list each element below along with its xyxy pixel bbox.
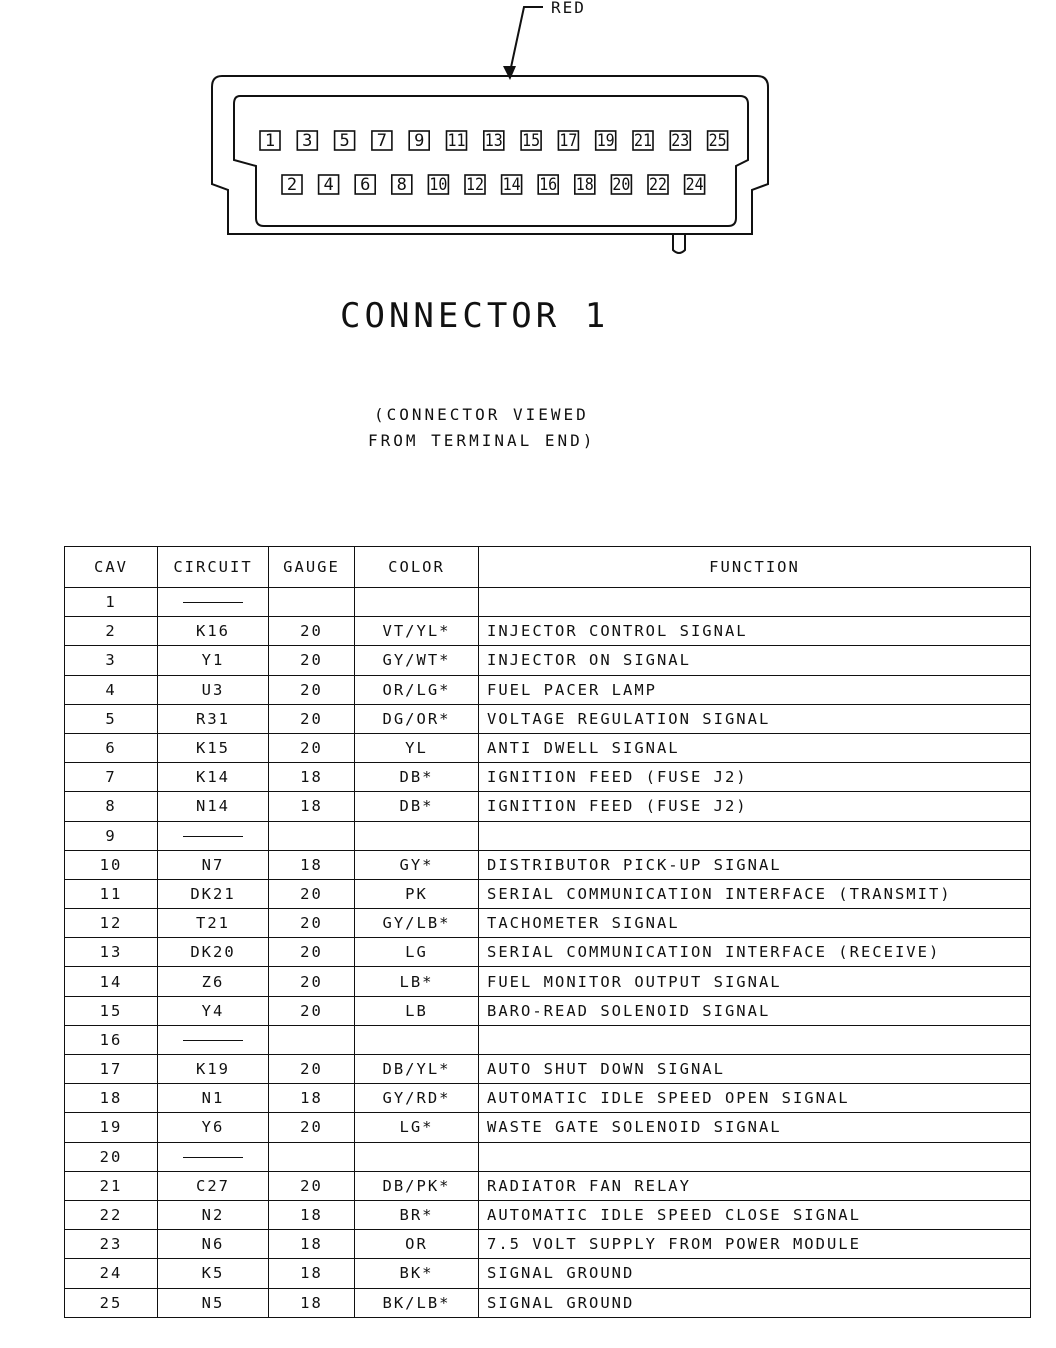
unused-dash <box>183 1157 243 1158</box>
cell-circuit: Z6 <box>158 967 269 996</box>
cell-circuit: K16 <box>158 617 269 646</box>
cell-function: AUTOMATIC IDLE SPEED OPEN SIGNAL <box>479 1084 1031 1113</box>
cell-cav: 1 <box>65 588 158 617</box>
cell-function: AUTOMATIC IDLE SPEED CLOSE SIGNAL <box>479 1200 1031 1229</box>
cell-color: LB* <box>355 967 479 996</box>
cell-cav: 6 <box>65 733 158 762</box>
cell-function: FUEL MONITOR OUTPUT SIGNAL <box>479 967 1031 996</box>
cell-gauge <box>269 588 355 617</box>
cell-function: INJECTOR CONTROL SIGNAL <box>479 617 1031 646</box>
cell-color: OR <box>355 1230 479 1259</box>
cell-circuit: K5 <box>158 1259 269 1288</box>
cell-cav: 15 <box>65 996 158 1025</box>
cell-circuit: N5 <box>158 1288 269 1317</box>
cell-cav: 5 <box>65 704 158 733</box>
red-marker-leader <box>510 7 543 72</box>
header-color: COLOR <box>355 547 479 588</box>
pin-2: 2 <box>286 175 298 195</box>
cell-color: GY/RD* <box>355 1084 479 1113</box>
table-row <box>65 909 1031 938</box>
cell-gauge: 20 <box>269 967 355 996</box>
cell-color <box>355 1142 479 1171</box>
cell-color: DB/PK* <box>355 1171 479 1200</box>
connector-diagram <box>0 0 1056 290</box>
cell-function: VOLTAGE REGULATION SIGNAL <box>479 704 1031 733</box>
cell-circuit: DK21 <box>158 879 269 908</box>
cell-color: GY/LB* <box>355 909 479 938</box>
cell-function: ANTI DWELL SIGNAL <box>479 733 1031 762</box>
pin-15: 15 <box>522 131 541 151</box>
cell-gauge: 18 <box>269 1200 355 1229</box>
header-gauge: GAUGE <box>269 547 355 588</box>
cell-cav: 12 <box>65 909 158 938</box>
cell-circuit: DK20 <box>158 938 269 967</box>
cell-cav: 14 <box>65 967 158 996</box>
pin-7: 7 <box>376 131 388 151</box>
red-marker-arrow <box>503 66 516 80</box>
cell-function: 7.5 VOLT SUPPLY FROM POWER MODULE <box>479 1230 1031 1259</box>
cell-circuit: R31 <box>158 704 269 733</box>
cell-gauge: 18 <box>269 1230 355 1259</box>
pin-6: 6 <box>360 175 371 195</box>
cell-color <box>355 1025 479 1054</box>
cell-function: DISTRIBUTOR PICK-UP SIGNAL <box>479 850 1031 879</box>
cell-color: YL <box>355 733 479 762</box>
cell-color <box>355 821 479 850</box>
pin-20: 20 <box>612 175 631 195</box>
cell-color: GY/WT* <box>355 646 479 675</box>
cell-function: IGNITION FEED (FUSE J2) <box>479 763 1031 792</box>
pin-23: 23 <box>671 131 690 151</box>
cell-cav: 17 <box>65 1055 158 1084</box>
table-row <box>65 588 1031 617</box>
cell-cav: 24 <box>65 1259 158 1288</box>
cell-gauge: 20 <box>269 938 355 967</box>
top-row-pins <box>260 131 728 151</box>
cell-circuit: N6 <box>158 1230 269 1259</box>
cell-function: FUEL PACER LAMP <box>479 675 1031 704</box>
connector-title: CONNECTOR 1 <box>340 296 610 336</box>
table-row <box>65 646 1031 675</box>
cell-gauge: 20 <box>269 617 355 646</box>
cell-color: LG <box>355 938 479 967</box>
cell-gauge <box>269 1025 355 1054</box>
cell-color <box>355 588 479 617</box>
table-row <box>65 1055 1031 1084</box>
cell-cav: 13 <box>65 938 158 967</box>
cell-gauge: 20 <box>269 646 355 675</box>
table-row <box>65 1171 1031 1200</box>
view-note <box>368 402 608 454</box>
cell-color: GY* <box>355 850 479 879</box>
cell-gauge: 20 <box>269 1171 355 1200</box>
cell-gauge: 20 <box>269 1113 355 1142</box>
cell-circuit: U3 <box>158 675 269 704</box>
cell-circuit <box>158 1142 269 1171</box>
table-row <box>65 821 1031 850</box>
cell-cav: 4 <box>65 675 158 704</box>
header-cav: CAV <box>65 547 158 588</box>
cell-cav: 22 <box>65 1200 158 1229</box>
cell-gauge: 18 <box>269 763 355 792</box>
cavity-table <box>64 546 1031 1318</box>
cell-function: SIGNAL GROUND <box>479 1288 1031 1317</box>
pin-18: 18 <box>575 175 594 195</box>
unused-dash <box>183 602 243 603</box>
cell-circuit <box>158 821 269 850</box>
cell-function: TACHOMETER SIGNAL <box>479 909 1031 938</box>
table-row <box>65 1025 1031 1054</box>
cell-circuit: N14 <box>158 792 269 821</box>
cell-gauge: 20 <box>269 879 355 908</box>
pin-25: 25 <box>708 131 727 151</box>
pin-21: 21 <box>634 131 652 151</box>
cell-circuit: T21 <box>158 909 269 938</box>
cell-gauge: 20 <box>269 996 355 1025</box>
cell-function: INJECTOR ON SIGNAL <box>479 646 1031 675</box>
view-note-line-1: (CONNECTOR VIEWED <box>374 405 589 424</box>
unused-dash <box>183 836 243 837</box>
table-row <box>65 879 1031 908</box>
unused-dash <box>183 1040 243 1041</box>
cell-gauge: 20 <box>269 704 355 733</box>
pin-10: 10 <box>429 175 448 195</box>
pin-11: 11 <box>447 131 466 151</box>
pin-8: 8 <box>396 175 407 195</box>
table-row <box>65 1259 1031 1288</box>
pin-19: 19 <box>596 131 615 151</box>
cell-gauge: 20 <box>269 1055 355 1084</box>
table-row <box>65 1288 1031 1317</box>
cell-function: SERIAL COMMUNICATION INTERFACE (RECEIVE) <box>479 938 1031 967</box>
cell-color: LG* <box>355 1113 479 1142</box>
cell-function <box>479 1025 1031 1054</box>
cell-cav: 16 <box>65 1025 158 1054</box>
table-row <box>65 763 1031 792</box>
cell-circuit: K15 <box>158 733 269 762</box>
pin-16: 16 <box>539 175 558 195</box>
pin-9: 9 <box>414 131 425 151</box>
cell-color: VT/YL* <box>355 617 479 646</box>
cell-function <box>479 821 1031 850</box>
cell-function: AUTO SHUT DOWN SIGNAL <box>479 1055 1031 1084</box>
cell-color: LB <box>355 996 479 1025</box>
cell-color: BK* <box>355 1259 479 1288</box>
pin-17: 17 <box>559 131 578 151</box>
cell-gauge: 20 <box>269 733 355 762</box>
table-row <box>65 733 1031 762</box>
cell-circuit <box>158 588 269 617</box>
cell-circuit: C27 <box>158 1171 269 1200</box>
cell-cav: 10 <box>65 850 158 879</box>
cell-gauge: 18 <box>269 1259 355 1288</box>
pin-12: 12 <box>466 175 484 195</box>
cell-cav: 23 <box>65 1230 158 1259</box>
cell-cav: 21 <box>65 1171 158 1200</box>
cell-cav: 25 <box>65 1288 158 1317</box>
pin-1: 1 <box>264 131 276 151</box>
table-header-row <box>65 547 1031 588</box>
table-row <box>65 675 1031 704</box>
cell-gauge: 18 <box>269 1288 355 1317</box>
table-row <box>65 996 1031 1025</box>
table-row <box>65 850 1031 879</box>
table-row <box>65 1113 1031 1142</box>
cell-cav: 11 <box>65 879 158 908</box>
cell-function <box>479 1142 1031 1171</box>
cell-color: DG/OR* <box>355 704 479 733</box>
table-row <box>65 1084 1031 1113</box>
connector-shell-inner <box>234 96 748 226</box>
cell-gauge: 18 <box>269 850 355 879</box>
cell-circuit <box>158 1025 269 1054</box>
cell-cav: 9 <box>65 821 158 850</box>
cell-function: IGNITION FEED (FUSE J2) <box>479 792 1031 821</box>
cell-cav: 18 <box>65 1084 158 1113</box>
pin-24: 24 <box>685 175 704 195</box>
cell-circuit: N2 <box>158 1200 269 1229</box>
header-function: FUNCTION <box>479 547 1031 588</box>
cell-gauge <box>269 821 355 850</box>
header-circuit: CIRCUIT <box>158 547 269 588</box>
cell-function: BARO-READ SOLENOID SIGNAL <box>479 996 1031 1025</box>
cell-cav: 19 <box>65 1113 158 1142</box>
table-row <box>65 1200 1031 1229</box>
cell-circuit: K14 <box>158 763 269 792</box>
cell-circuit: K19 <box>158 1055 269 1084</box>
cell-color: PK <box>355 879 479 908</box>
cell-circuit: Y1 <box>158 646 269 675</box>
cell-circuit: N7 <box>158 850 269 879</box>
table-row <box>65 792 1031 821</box>
pin-22: 22 <box>649 175 667 195</box>
cell-color: OR/LG* <box>355 675 479 704</box>
pin-4: 4 <box>323 175 334 195</box>
cell-circuit: N1 <box>158 1084 269 1113</box>
cell-color: BR* <box>355 1200 479 1229</box>
cell-color: DB* <box>355 763 479 792</box>
cell-gauge <box>269 1142 355 1171</box>
table-row <box>65 938 1031 967</box>
table-row <box>65 1142 1031 1171</box>
cell-gauge: 18 <box>269 792 355 821</box>
cell-cav: 20 <box>65 1142 158 1171</box>
table-row <box>65 967 1031 996</box>
cell-color: DB* <box>355 792 479 821</box>
cell-gauge: 20 <box>269 675 355 704</box>
pin-3: 3 <box>302 131 313 151</box>
pin-14: 14 <box>502 175 521 195</box>
cell-cav: 2 <box>65 617 158 646</box>
table-row <box>65 1230 1031 1259</box>
pin-5: 5 <box>339 131 350 151</box>
red-marker-label: RED <box>551 0 586 17</box>
cell-color: BK/LB* <box>355 1288 479 1317</box>
bottom-row-pins <box>282 175 705 195</box>
table-row <box>65 704 1031 733</box>
cell-function: WASTE GATE SOLENOID SIGNAL <box>479 1113 1031 1142</box>
table-row <box>65 617 1031 646</box>
cell-gauge: 20 <box>269 909 355 938</box>
cell-gauge: 18 <box>269 1084 355 1113</box>
cell-cav: 8 <box>65 792 158 821</box>
cell-circuit: Y4 <box>158 996 269 1025</box>
cell-circuit: Y6 <box>158 1113 269 1142</box>
cell-function: RADIATOR FAN RELAY <box>479 1171 1031 1200</box>
cell-function <box>479 588 1031 617</box>
cell-cav: 7 <box>65 763 158 792</box>
cell-cav: 3 <box>65 646 158 675</box>
cell-function: SERIAL COMMUNICATION INTERFACE (TRANSMIT) <box>479 879 1031 908</box>
pin-13: 13 <box>484 131 503 151</box>
cell-function: SIGNAL GROUND <box>479 1259 1031 1288</box>
view-note-line-2: FROM TERMINAL END) <box>368 431 596 450</box>
cell-color: DB/YL* <box>355 1055 479 1084</box>
